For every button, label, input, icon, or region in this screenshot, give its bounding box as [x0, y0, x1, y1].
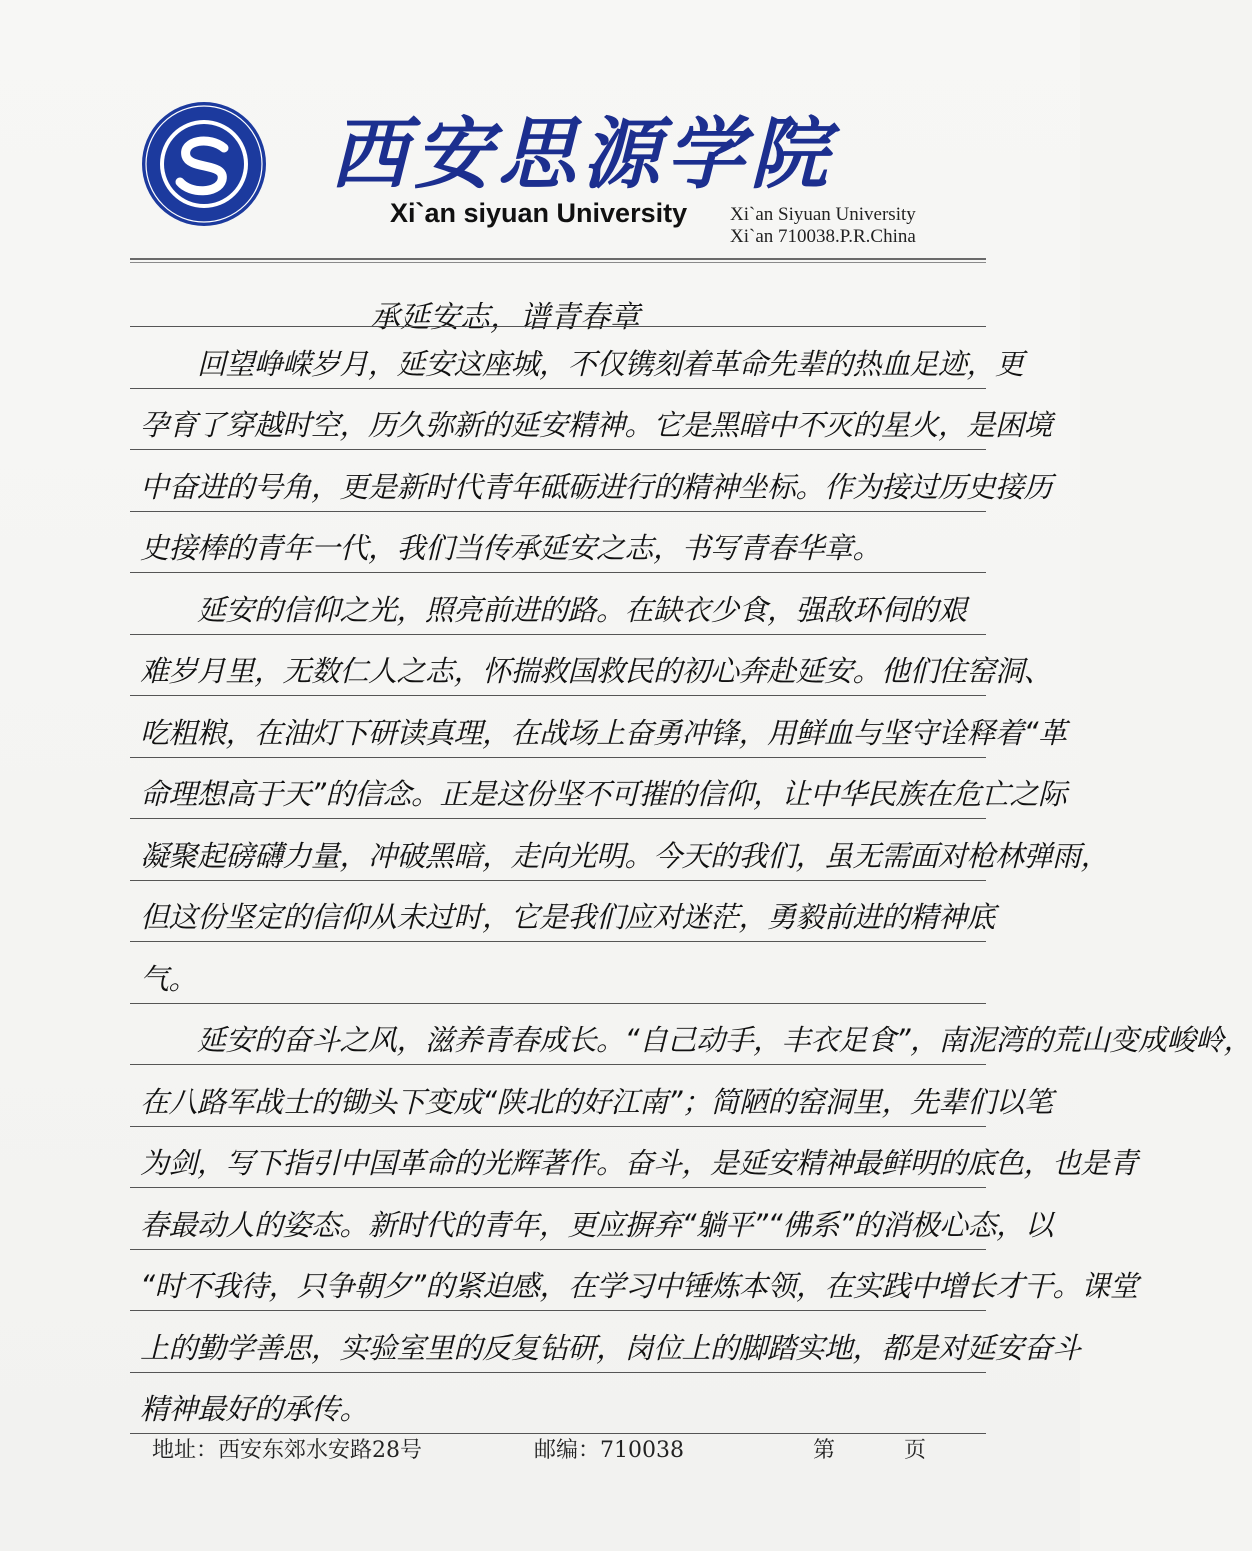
address-line-2: Xi`an 710038.P.R.China	[730, 226, 916, 247]
ruled-line	[130, 388, 986, 389]
footer-page-label: 第	[813, 1438, 836, 1463]
ruled-line	[130, 1372, 986, 1373]
essay-line: 但这份坚定的信仰从未过时，它是我们应对迷茫，勇毅前进的精神底	[140, 900, 996, 934]
essay-line: 凝聚起磅礴力量，冲破黑暗，走向光明。今天的我们，虽无需面对枪林弹雨，	[140, 838, 1110, 873]
essay-line: 回望峥嵘岁月，延安这座城，不仅镌刻着革命先辈的热血足迹，更	[140, 346, 1024, 381]
header-rule-thin	[130, 262, 986, 263]
ruled-line	[130, 511, 986, 512]
essay-line: 为剑，写下指引中国革命的光辉著作。奋斗，是延安精神最鲜明的底色，也是青	[140, 1146, 1138, 1180]
brand-chinese: 西安思源学院	[330, 109, 835, 200]
ruled-line	[130, 880, 986, 881]
essay-line: 命理想高于天”的信念。正是这份坚不可摧的信仰，让中华民族在危亡之际	[140, 777, 1067, 811]
essay-line: 孕育了穿越时空，历久弥新的延安精神。它是黑暗中不灭的星火，是困境	[140, 408, 1053, 442]
address-line-1: Xi`an Siyuan University	[730, 204, 916, 225]
ruled-line	[130, 757, 986, 758]
ruled-line	[130, 818, 986, 819]
essay-line: “时不我待，只争朝夕”的紧迫感，在学习中锤炼本领，在实践中增长才干。课堂	[140, 1269, 1139, 1303]
essay-line: 难岁月里，无数仁人之志，怀揣救国救民的初心奔赴延安。他们住窑洞、	[140, 654, 1053, 688]
ruled-line	[130, 449, 986, 450]
university-logo	[140, 100, 268, 228]
essay-line: 在八路军战士的锄头下变成“陕北的好江南”；简陋的窑洞里，先辈们以笔	[140, 1084, 1053, 1119]
footer-postcode: 邮编：710038	[534, 1438, 684, 1463]
ruled-line	[130, 695, 986, 696]
ruled-line	[130, 326, 986, 327]
brand-english: Xi`an siyuan University	[390, 198, 688, 228]
header-rule	[130, 258, 986, 260]
ruled-line	[130, 1064, 986, 1065]
english-address	[730, 204, 916, 248]
essay-line: 吃粗粮，在油灯下研读真理，在战场上奋勇冲锋，用鲜血与坚守诠释着“革	[140, 715, 1067, 750]
essay-line: 史接棒的青年一代，我们当传承延安之志，书写青春华章。	[140, 531, 882, 565]
ruled-line	[130, 941, 986, 942]
footer-page-label-2: 页	[904, 1438, 927, 1463]
ruled-line	[130, 572, 986, 573]
ruled-line	[130, 1249, 986, 1250]
essay-line: 延安的信仰之光，照亮前进的路。在缺衣少食，强敌环伺的艰	[140, 592, 967, 627]
essay-line: 春最动人的姿态。新时代的青年，更应摒弃“躺平”“佛系”的消极心态，以	[140, 1207, 1054, 1242]
ruled-line	[130, 1126, 986, 1127]
essay-line: 精神最好的承传。	[140, 1392, 369, 1426]
essay-line: 上的勤学善思，实验室里的反复钻研，岗位上的脚踏实地，都是对延安奋斗	[140, 1330, 1081, 1365]
essay-line: 气。	[140, 961, 198, 996]
ruled-line	[130, 1187, 986, 1188]
essay-line: 中奋进的号角，更是新时代青年砥砺进行的精神坐标。作为接过历史接历	[140, 469, 1053, 504]
essay-line: 延安的奋斗之风，滋养青春成长。“自己动手，丰衣足食”，南泥湾的荒山变成峻岭，	[140, 1023, 1252, 1057]
ruled-line	[130, 1310, 986, 1311]
ruled-line	[130, 1003, 986, 1004]
essay-title: 承延安志，谱青春章	[370, 300, 640, 335]
footer-address: 地址：西安东郊水安路28号	[152, 1438, 422, 1463]
ruled-line	[130, 634, 986, 635]
